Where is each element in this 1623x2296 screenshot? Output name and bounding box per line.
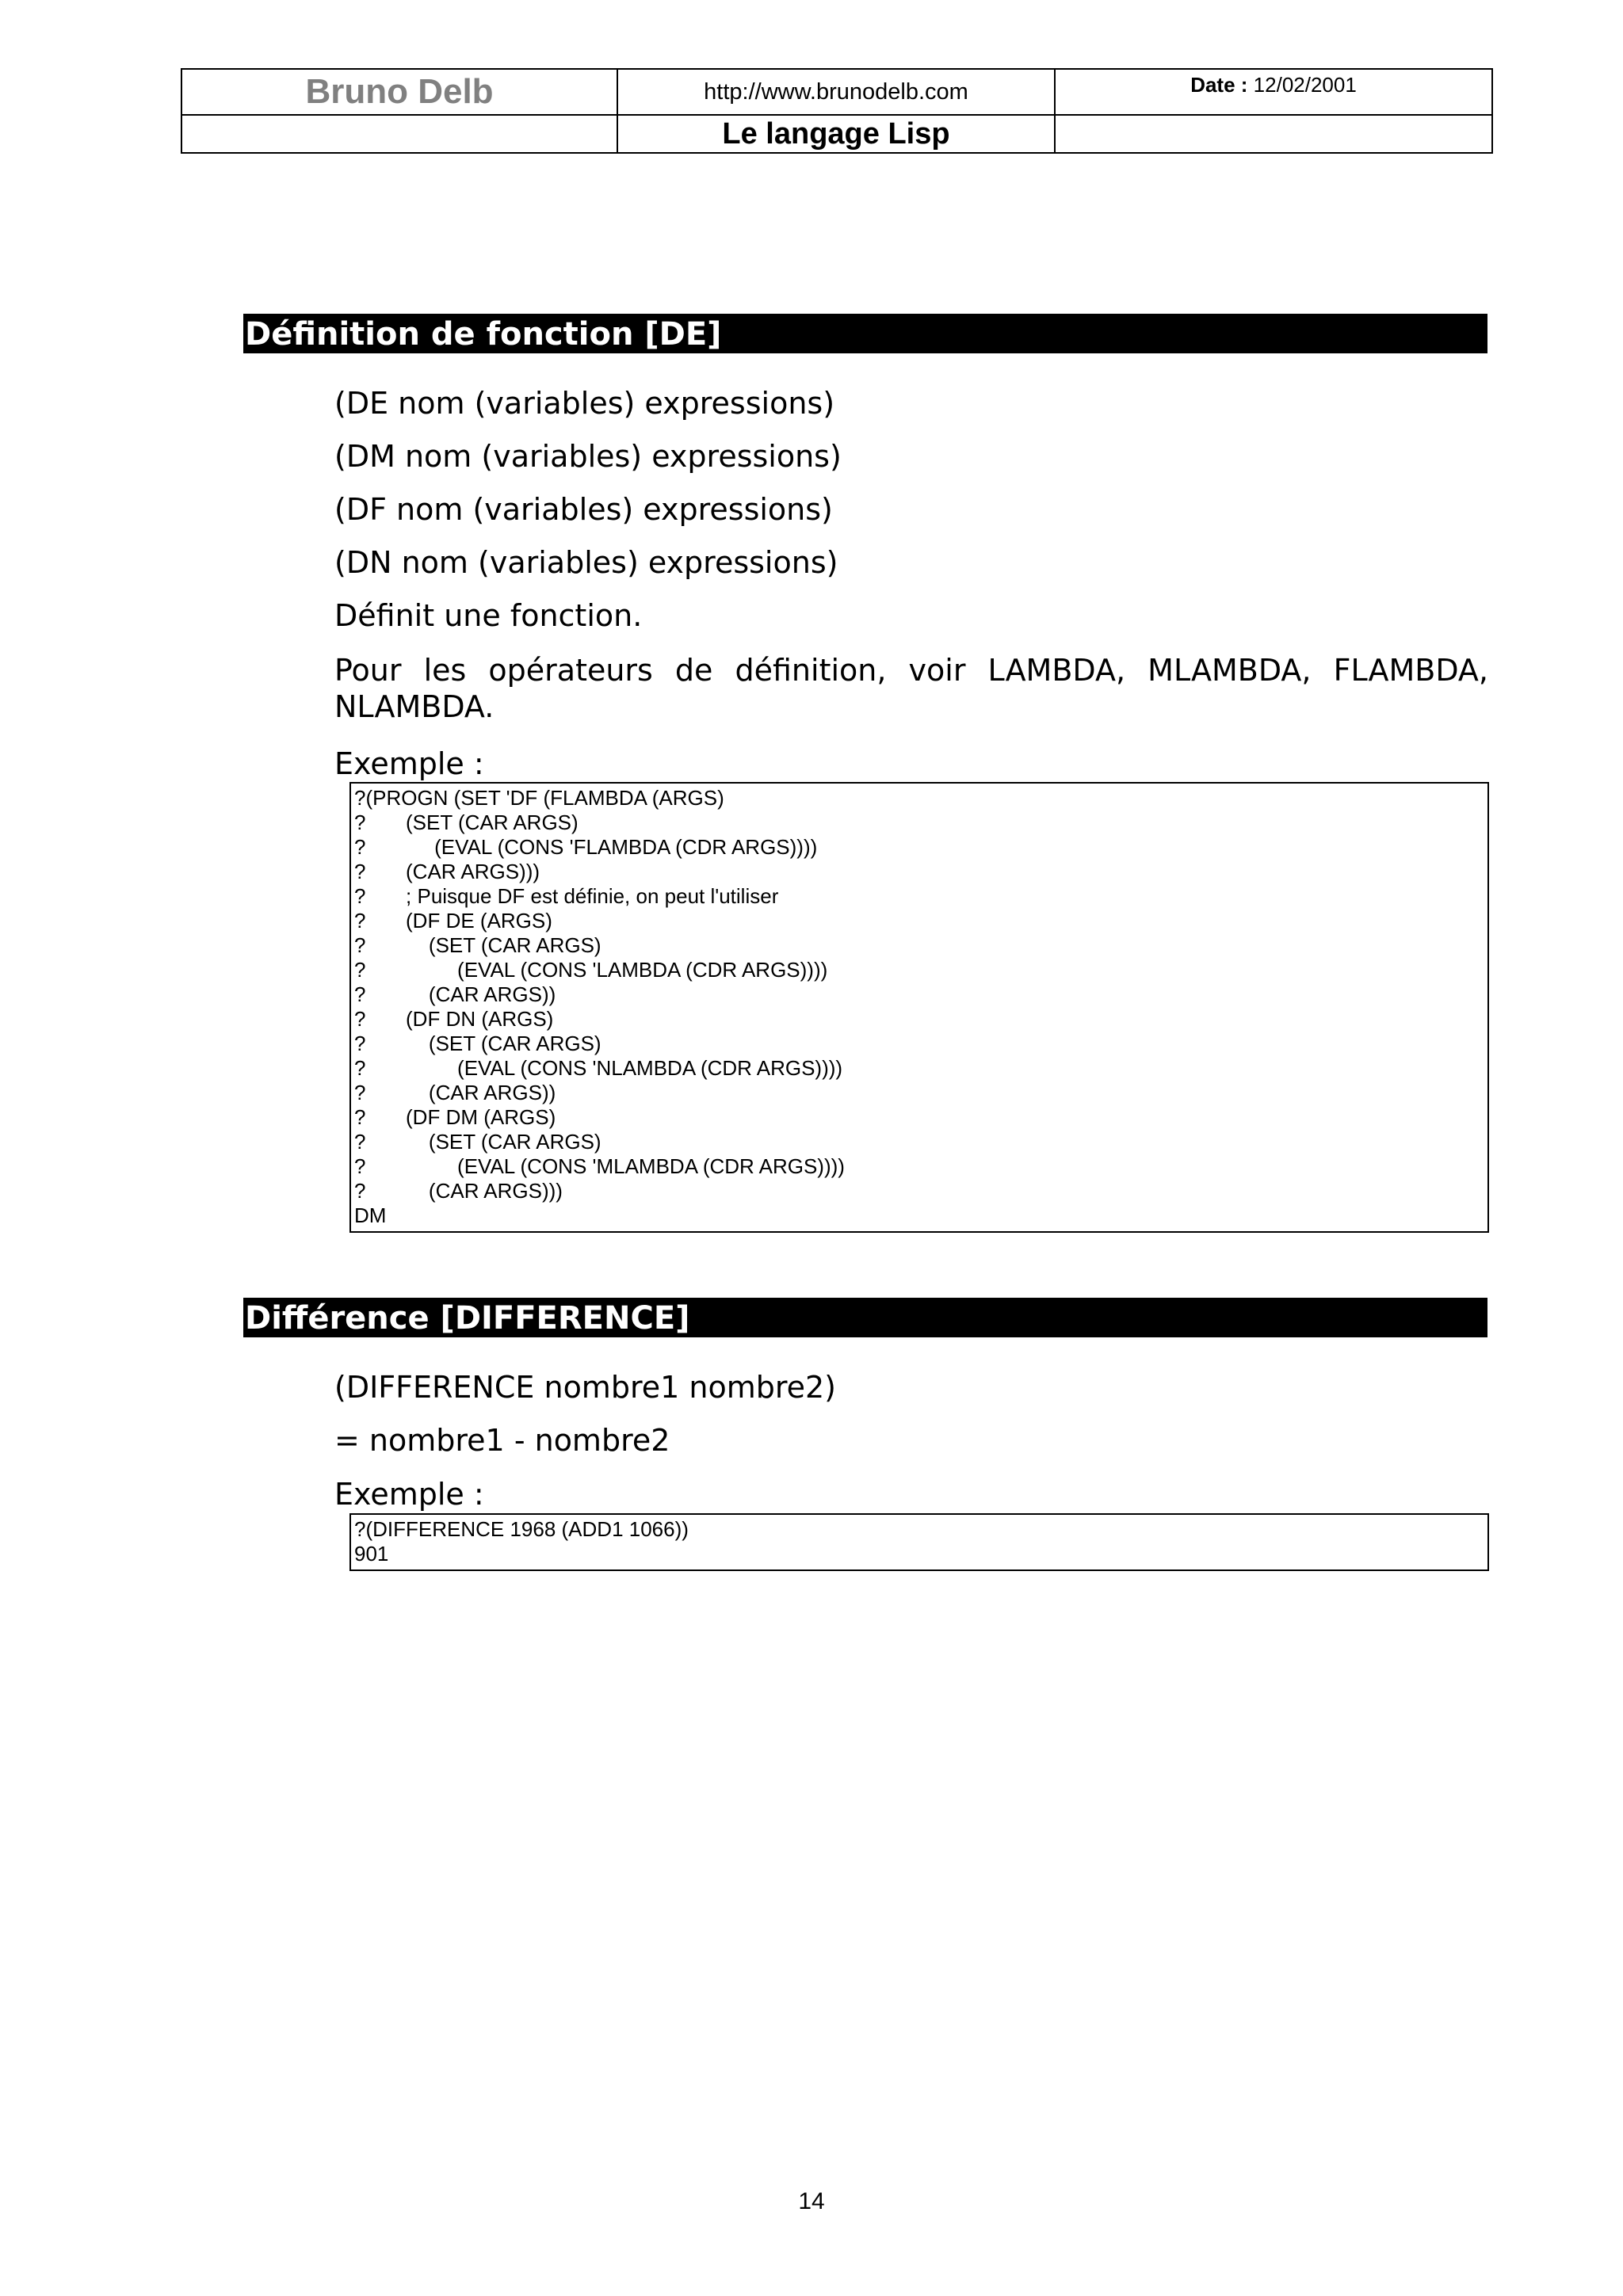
code-line: ? (SET (CAR ARGS) xyxy=(354,1130,601,1154)
code-example-box xyxy=(349,782,1489,1233)
code-line: 901 xyxy=(354,1542,389,1566)
code-line: ?(PROGN (SET 'DF (FLAMBDA (ARGS) xyxy=(354,786,724,810)
syntax-line: (DN nom (variables) expressions) xyxy=(334,545,838,580)
syntax-line: (DF nom (variables) expressions) xyxy=(334,492,833,527)
date-label: Date : xyxy=(1190,73,1248,97)
code-line: ? (CAR ARGS)) xyxy=(354,982,556,1006)
code-line: ? (CAR ARGS)) xyxy=(354,1081,556,1104)
code-line: ?(DIFFERENCE 1968 (ADD1 1066)) xyxy=(354,1517,689,1541)
page-number: 14 xyxy=(798,2188,825,2214)
example-label: Exemple : xyxy=(334,1477,484,1512)
code-line: ? ; Puisque DF est définie, on peut l'utiliser xyxy=(354,884,779,908)
code-line: ? (CAR ARGS))) xyxy=(354,1179,563,1203)
code-line: ? (DF DM (ARGS) xyxy=(354,1105,556,1129)
code-line: ? (SET (CAR ARGS) xyxy=(354,933,601,957)
code-line: ? (CAR ARGS))) xyxy=(354,860,540,883)
example-label: Exemple : xyxy=(334,746,484,781)
section-title: Différence [DIFFERENCE] xyxy=(243,1298,691,1337)
syntax-line: (DM nom (variables) expressions) xyxy=(334,439,842,474)
code-line: ? (SET (CAR ARGS) xyxy=(354,810,579,834)
syntax-line: (DE nom (variables) expressions) xyxy=(334,386,835,421)
code-line: ? (DF DE (ARGS) xyxy=(354,909,552,933)
syntax-line: (DIFFERENCE nombre1 nombre2) xyxy=(334,1370,837,1405)
syntax-line: = nombre1 - nombre2 xyxy=(334,1423,670,1458)
date-value: 12/02/2001 xyxy=(1253,73,1357,97)
description-text: Définit une fonction. xyxy=(334,598,643,633)
code-example-box xyxy=(349,1513,1489,1571)
document-title: Le langage Lisp xyxy=(617,115,1055,153)
section-heading-bar xyxy=(243,1298,1487,1337)
code-line: ? (EVAL (CONS 'MLAMBDA (CDR ARGS)))) xyxy=(354,1154,845,1178)
section-heading-bar xyxy=(243,314,1487,353)
header-empty-cell xyxy=(181,115,617,153)
code-line: DM xyxy=(354,1203,387,1227)
code-line: ? (EVAL (CONS 'LAMBDA (CDR ARGS)))) xyxy=(354,958,828,982)
note-text: Pour les opérateurs de définition, voir LAMBDA, MLAMBDA, FLAMBDA, NLAMBDA. xyxy=(334,653,1488,724)
code-line: ? (DF DN (ARGS) xyxy=(354,1007,554,1031)
document-date xyxy=(1055,69,1492,115)
code-line: ? (EVAL (CONS 'NLAMBDA (CDR ARGS)))) xyxy=(354,1056,843,1080)
code-line: ? (SET (CAR ARGS) xyxy=(354,1032,601,1055)
author-name: Bruno Delb xyxy=(181,69,617,115)
website-url: http://www.brunodelb.com xyxy=(617,69,1055,115)
header-empty-cell xyxy=(1055,115,1492,153)
page-header xyxy=(181,68,1493,154)
section-title: Définition de fonction [DE] xyxy=(243,314,723,353)
code-line: ? (EVAL (CONS 'FLAMBDA (CDR ARGS)))) xyxy=(354,835,818,859)
